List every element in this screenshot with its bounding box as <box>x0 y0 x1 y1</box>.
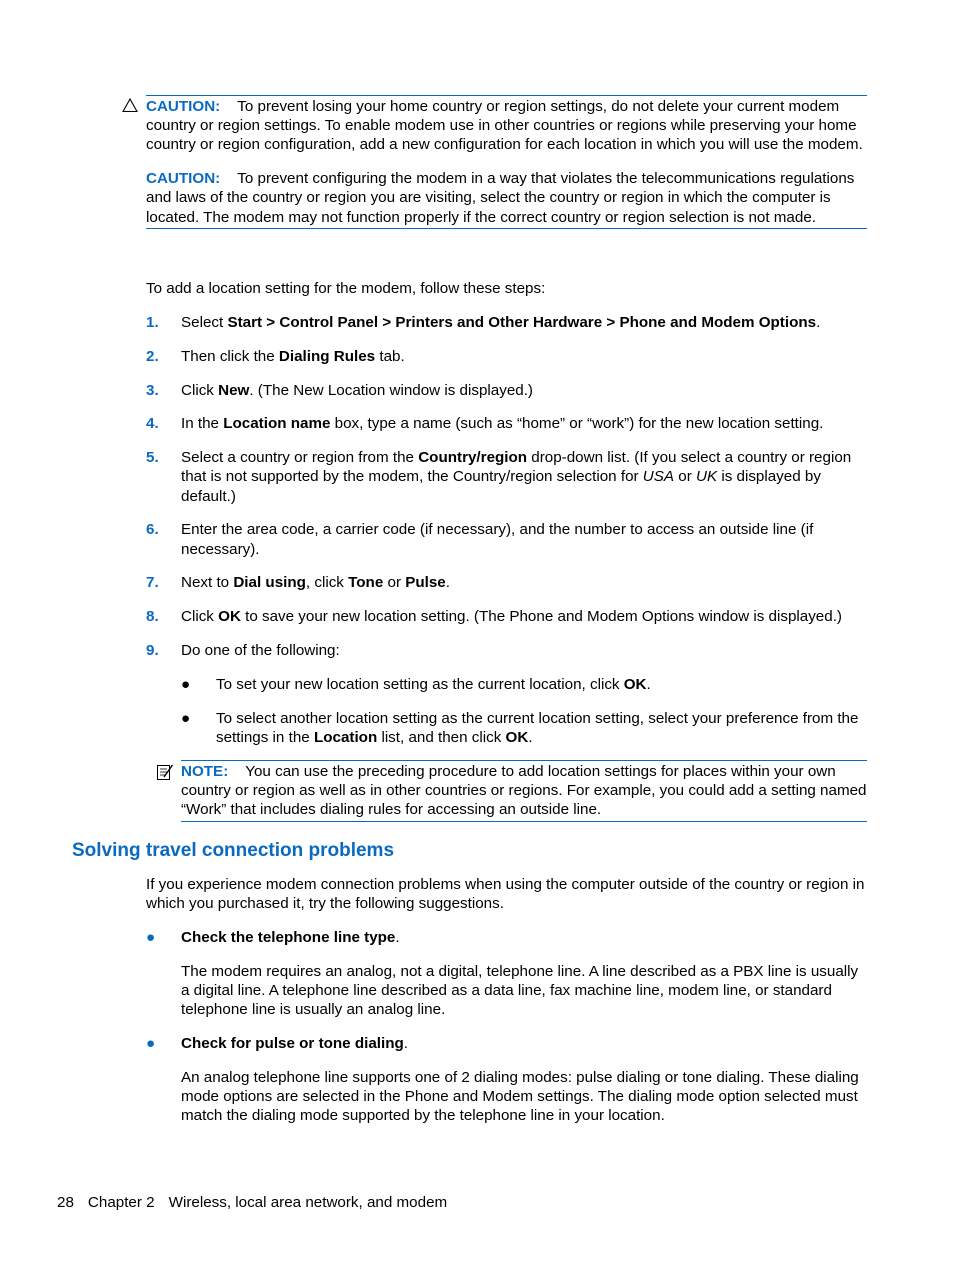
caution-text: To prevent configuring the modem in a way that violates the telecommunications regulations and laws of the country or region you are visiting, select the country or region in which the computer is located. The modem may not function properly if the correct country or region selection is not made. <box>146 170 855 226</box>
step-number: 5. <box>146 449 159 467</box>
step-bold-text: OK <box>218 608 241 626</box>
step-item <box>146 520 870 558</box>
section-intro: If you experience modem connection problems when using the computer outside of the country or region in which you purchased it, try the following suggestions. <box>146 876 865 913</box>
step-number: 6. <box>146 521 159 539</box>
step-number: 4. <box>146 415 159 433</box>
chapter-title: Wireless, local area network, and modem <box>168 1194 448 1211</box>
check-title <box>181 928 870 947</box>
step-item <box>146 347 870 366</box>
step-number: 9. <box>146 641 159 659</box>
steps-intro: To add a location setting for the modem, follow these steps: <box>146 280 546 297</box>
step-text: or <box>674 468 696 486</box>
caution-label: CAUTION: <box>146 98 221 115</box>
step-text: Click <box>181 608 219 626</box>
step-text: Select <box>181 314 228 331</box>
bullet-bold-text: OK <box>623 675 647 693</box>
step-text: is displayed by default.) <box>181 468 821 505</box>
list-item <box>181 675 870 694</box>
note-block <box>181 760 867 822</box>
section-body <box>146 875 870 1140</box>
step-number: 8. <box>146 608 159 626</box>
check-title-end: . <box>395 929 400 946</box>
step-item <box>146 607 870 626</box>
step-bold-text: Location name <box>223 415 331 433</box>
step-bold-text: Pulse <box>405 574 446 592</box>
note-label: NOTE: <box>181 763 229 780</box>
step-item <box>146 313 870 332</box>
step9-bullet-list <box>181 675 870 747</box>
step-text: box, type a name (such as “home” or “work”) for the new location setting. <box>330 415 824 433</box>
note-text: You can use the preceding procedure to add location settings for places within your own country or region as well as in other countries or regions. For example, you could add a setting named “Work” that includes dialing rules for accessing an outside line. <box>181 763 867 819</box>
note-pad-icon <box>156 763 174 781</box>
step-item <box>146 448 870 506</box>
bullet-text: . <box>528 728 533 746</box>
step-text: or <box>383 574 406 592</box>
step-item <box>146 414 870 433</box>
step-text: . (The New Location window is displayed.) <box>249 381 533 399</box>
list-item <box>146 928 870 1019</box>
chapter-label: Chapter 2 <box>87 1194 155 1211</box>
check-title-end: . <box>403 1035 409 1052</box>
step-italic-text: UK <box>695 468 718 486</box>
step-number: 3. <box>146 381 159 399</box>
bullet-bold-text: OK <box>505 728 529 746</box>
check-description: The modem requires an analog, not a digital, telephone line. A line described as a PBX line is usually a digital line. A telephone line described as a data line, fax machine line, modem line, or standard telephone line is usually an analog line. <box>181 962 859 1019</box>
bullet-text: To set your new location setting as the current location, click <box>216 675 624 693</box>
page-number: 28 <box>57 1194 74 1211</box>
check-title-bold: Check for pulse or tone dialing <box>181 1035 404 1052</box>
bullet-icon: ● <box>146 929 156 946</box>
step-text: Do one of the following: <box>181 641 340 659</box>
step-text: Select a country or region from the <box>181 449 419 467</box>
step-number: 1. <box>146 314 159 331</box>
caution-block <box>146 95 867 229</box>
list-item <box>181 709 870 747</box>
steps-list <box>146 313 870 762</box>
bullet-text: . <box>646 675 651 693</box>
step-text: Enter the area code, a carrier code (if necessary), and the number to access an outside line (if necessary). <box>181 521 814 558</box>
step-text: tab. <box>375 347 405 365</box>
caution-label: CAUTION: <box>146 170 221 188</box>
caution-text: To prevent losing your home country or region settings, do not delete your current modem country or region settings. To enable modem use in other countries or regions while preserving your home country or region configuration, add a new configuration for each location in which you will use the modem. <box>146 98 863 154</box>
step-item <box>146 381 870 400</box>
check-title <box>181 1034 870 1053</box>
step-item <box>146 573 870 592</box>
step-text: to save your new location setting. (The Phone and Modem Options window is displayed.) <box>240 608 842 626</box>
step-text: . <box>816 314 821 331</box>
caution-paragraph-1 <box>146 97 867 155</box>
check-description: An analog telephone line supports one of 2 dialing modes: pulse dialing or tone dialing. These dialing mode options are selected in the Phone and Modem settings. The dialing mode option selected must match the dialing mode supported by the telephone line in your location. <box>181 1068 859 1125</box>
step-text: Then click the <box>181 347 279 365</box>
step-text: , click <box>305 574 349 592</box>
bullet-icon: ● <box>181 709 191 727</box>
note-paragraph <box>181 762 867 820</box>
bullet-bold-text: Location <box>313 728 378 746</box>
bullet-icon: ● <box>181 675 191 693</box>
step-text: . <box>445 574 450 592</box>
step-bold-text: Country/region <box>418 449 528 467</box>
step-bold-text: Start > Control Panel > Printers and Other Hardware > Phone and Modem Options <box>227 314 817 331</box>
step-bold-text: Dial using <box>233 574 306 592</box>
step-italic-text: USA <box>642 468 675 486</box>
caution-paragraph-2 <box>146 169 867 227</box>
step-bold-text: Dialing Rules <box>278 347 376 365</box>
section-heading: Solving travel connection problems <box>72 840 395 861</box>
step-text: In the <box>181 415 224 433</box>
step-number: 7. <box>146 574 159 592</box>
step-bold-text: New <box>218 381 250 399</box>
step-text: Click <box>181 381 219 399</box>
check-title-bold: Check the telephone line type <box>181 929 396 946</box>
list-item <box>146 1034 870 1125</box>
page-footer <box>57 1193 447 1212</box>
step-bold-text: Tone <box>348 574 384 592</box>
step-text: Next to <box>181 574 234 592</box>
step-number: 2. <box>146 347 159 365</box>
caution-triangle-icon <box>122 97 138 113</box>
bullet-text: To select another location setting as the current location setting, select your preference from the settings in the <box>216 709 859 746</box>
step-text: drop-down list. (If you select a country or region that is not supported by the modem, the Country/region selection for <box>181 449 852 486</box>
step-item <box>146 641 870 747</box>
bullet-icon: ● <box>146 1035 156 1052</box>
bullet-text: list, and then click <box>377 728 506 746</box>
